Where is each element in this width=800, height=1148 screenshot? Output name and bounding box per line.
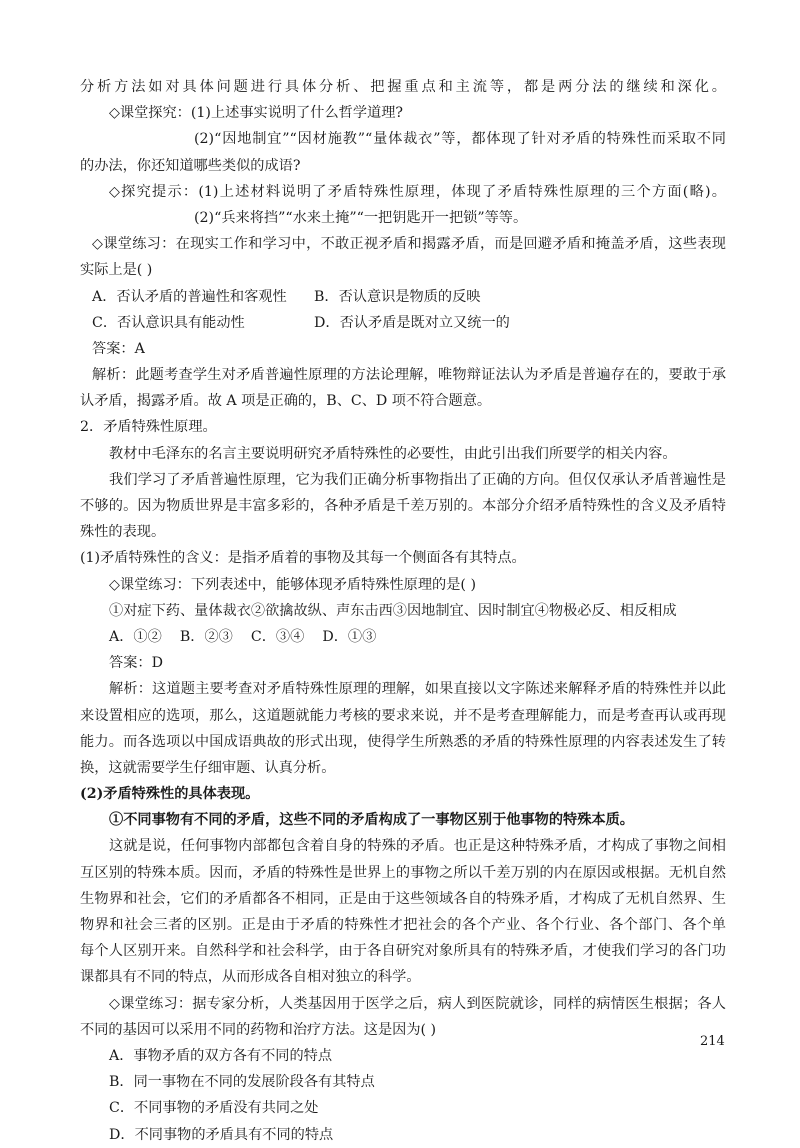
text-line: 认矛盾，揭露矛盾。故 A 项是正确的，B、C、D 项不符合题意。 [80,393,492,410]
text-line: 教材中毛泽东的名言主要说明研究矛盾特殊性的必要性，由此引出我们所要学的相关内容。 [109,445,677,462]
subsection-heading: (1)矛盾特殊性的含义：是指矛盾着的事物及其每一个侧面各有其特点。 [80,550,526,567]
text-line: 互区别的特殊本质。因而，矛盾的特殊性是世界上的事物之所以千差万别的内在原因或根据。无机自然 [80,864,726,881]
text-line: ◇课堂练习：在现实工作和学习中，不敢正视矛盾和揭露矛盾，而是回避矛盾和掩盖矛盾，这些表现 [92,236,726,253]
document-body [80,74,726,1148]
option-a: A．否认矛盾的普遍性和客观性 [92,288,287,305]
text-line: 不够的。因为物质世界是丰富多彩的，各种矛盾是千差万别的。本部分介绍矛盾特殊性的含义及矛盾特 [80,498,726,514]
text-line: 物界和社会三者的区别。正是由于矛盾的特殊性才把社会的各个产业、各个行业、各个部门、各个单 [80,917,726,933]
text-line: 不同的基因可以采用不同的药物和治疗方法。这是因为( ) [80,1021,437,1038]
text-line: ①对症下药、量体裁衣②欲擒故纵、声东击西③因地制宜、因时制宜④物极必反、相反相成 [109,602,677,619]
option-d: D．否认矛盾是既对立又统一的 [314,314,510,331]
text-line: (2)“兵来将挡”“水来土掩”“一把钥匙开一把锁”等等。 [194,209,528,226]
text-line: 的办法，你还知道哪些类似的成语? [80,157,301,174]
subsection-heading: (2)矛盾特殊性的具体表现。 [80,786,260,803]
option-row [80,284,726,310]
option-c: C．否认意识具有能动性 [92,314,245,331]
option-row [80,310,726,336]
section-heading: 2．矛盾特殊性原理。 [80,419,217,436]
option-a: A．事物矛盾的双方各有不同的特点 [109,1047,333,1064]
answer-line: 答案：A [92,340,145,357]
text-line: 殊性的表现。 [80,524,166,541]
text-line: ◇课堂探究：(1)上述事实说明了什么哲学道理? [109,105,403,122]
option-c: C．不同事物的矛盾没有共同之处 [109,1100,319,1117]
option-d: D．不同事物的矛盾具有不同的特点 [109,1126,334,1143]
text-line: 换，这就需要学生仔细审题、认真分析。 [80,759,336,776]
text-line: 分析方法如对具体问题进行具体分析、把握重点和主流等，都是两分法的继续和深化。 [80,79,726,95]
text-line: 我们学习了矛盾普遍性原理，它为我们正确分析事物指出了正确的方向。但仅仅承认矛盾普遍性是 [109,471,726,488]
bold-statement: ①不同事物有不同的矛盾，这些不同的矛盾构成了一事物区别于他事物的特殊本质。 [109,812,634,829]
text-line: 来设置相应的选项，那么，这道题就能力考核的要求来说，并不是考查理解能力，而是考查再认或再现 [80,707,726,724]
text-line: 能力。而各选项以中国成语典故的形式出现，使得学生所熟悉的矛盾的特殊性原理的内容表述发生了转 [80,733,726,750]
text-line: (2)“因地制宜”“因材施教”“量体裁衣”等，都体现了针对矛盾的特殊性而采取不同 [194,131,726,148]
text-line: 课都具有不同的特点，从而形成各自相对独立的科学。 [80,969,421,986]
text-line: 解析：此题考查学生对矛盾普遍性原理的方法论理解，唯物辩证法认为矛盾是普遍存在的，要敢于承 [92,367,726,384]
text-line: ◇课堂练习：下列表述中，能够体现矛盾特殊性原理的是( ) [109,576,476,593]
page-number: 214 [700,1034,725,1049]
text-line: 实际上是( ) [80,262,153,279]
text-line: ◇探究提示：(1)上述材料说明了矛盾特殊性原理，体现了矛盾特殊性原理的三个方面(略)。 [109,183,726,200]
text-line: ◇课堂练习：据专家分析，人类基因用于医学之后，病人到医院就诊，同样的病情医生根据；各人 [109,995,726,1012]
answer-line: 答案：D [109,655,163,672]
text-line: 解析：这道题主要考查对矛盾特殊性原理的理解，如果直接以文字陈述来解释矛盾的特殊性并以此 [109,681,726,698]
text-line: 每个人区别开来。自然科学和社会科学，由于各自研究对象所具有的特殊矛盾，才使我们学习的各门功 [80,943,726,960]
text-line: 这就是说，任何事物内部都包含着自身的特殊的矛盾。也正是这种特殊矛盾，才构成了事物之间相 [109,838,726,855]
text-line: 生物界和社会，它们的矛盾都各不相同，正是由于这些领域各自的特殊矛盾，才构成了无机自然界、生 [80,890,726,907]
option-b: B．同一事物在不同的发展阶段各有其特点 [109,1074,375,1091]
option-b: B．否认意识是物质的反映 [314,288,481,305]
option-row: A．①② B．②③ C．③④ D．①③ [109,628,377,645]
